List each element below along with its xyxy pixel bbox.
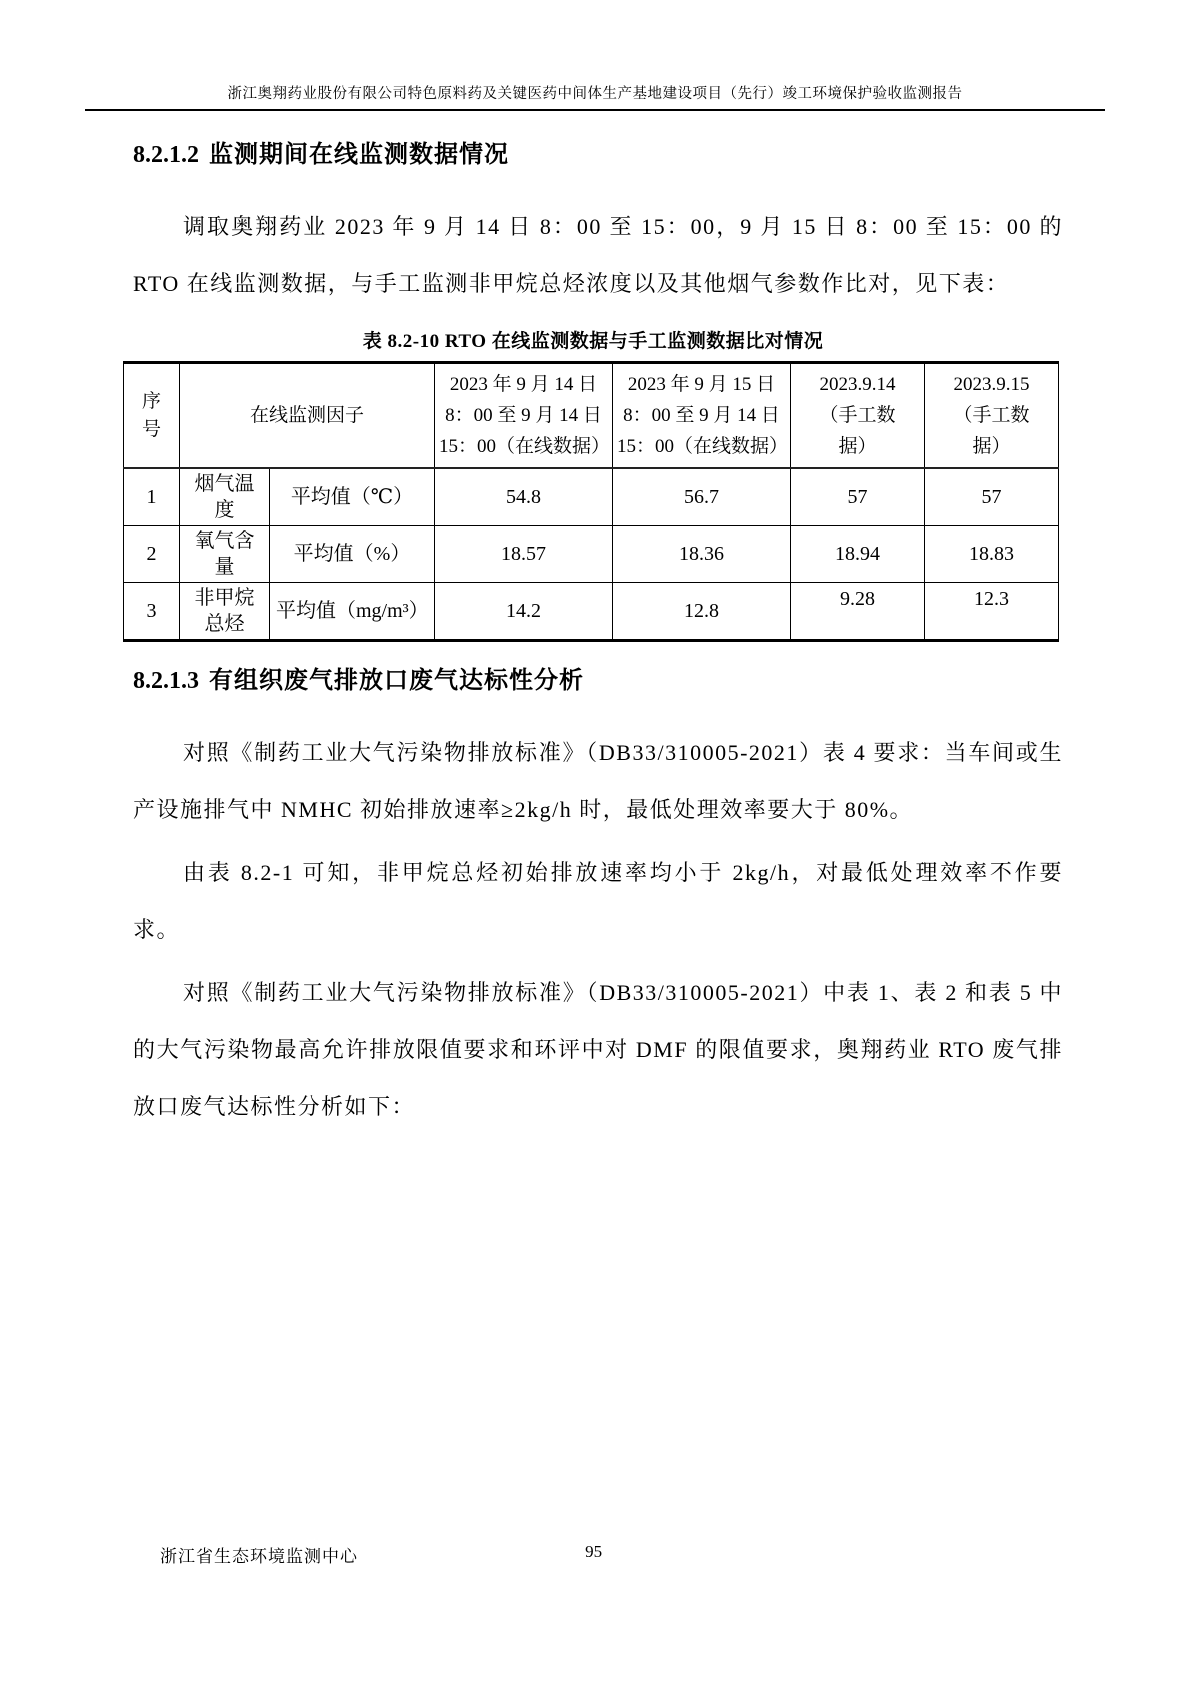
cell-manual-0915: 18.83 [925, 526, 1059, 583]
col-header-manual-0915: 2023.9.15（手工数据） [925, 363, 1059, 469]
cell-index: 2 [124, 526, 180, 583]
col-header-online-0914: 2023 年 9 月 14 日 8：00 至 9 月 14 日 15：00（在线数据） [435, 363, 613, 469]
paragraph-standard-table4: 对照《制药工业大气污染物排放标准》（DB33/310005-2021）表 4 要求：当车间或生产设施排气中 NMHC 初始排放速率≥2kg/h 时，最低处理效率要大于 80%。 [133, 740, 1063, 822]
section-number: 8.2.1.3 [133, 668, 199, 694]
footer-organization: 浙江省生态环境监测中心 [160, 1547, 358, 1566]
section-title: 有组织废气排放口废气达标性分析 [209, 668, 584, 694]
section-title: 监测期间在线监测数据情况 [209, 142, 509, 168]
col-header-online-0915: 2023 年 9 月 15 日 8：00 至 9 月 14 日 15：00（在线数据） [613, 363, 791, 469]
table-caption: 表 8.2-10 RTO 在线监测数据与手工监测数据比对情况 [362, 331, 824, 352]
cell-stat: 平均值（℃） [270, 468, 435, 526]
cell-online-0914: 54.8 [435, 468, 613, 526]
page-header [85, 82, 1105, 111]
header-title: 浙江奥翔药业股份有限公司特色原料药及关键医药中间体生产基地建设项目（先行）竣工环境保护验收监测报告 [227, 86, 963, 102]
col-header-manual-0914: 2023.9.14（手工数据） [791, 363, 925, 469]
col-header-index: 序号 [124, 363, 180, 469]
table-row [124, 526, 1059, 583]
cell-factor: 烟气温度 [180, 468, 270, 526]
cell-online-0914: 14.2 [435, 583, 613, 641]
table-row [124, 583, 1059, 641]
page-body [133, 138, 1063, 1135]
col-header-factor: 在线监测因子 [180, 363, 435, 469]
page-number: 95 [585, 1542, 603, 1561]
cell-manual-0914: 57 [791, 468, 925, 526]
section-heading-8-2-1-3 [133, 664, 1063, 698]
cell-online-0915: 18.36 [613, 526, 791, 583]
table-row [124, 468, 1059, 526]
table-header-row [124, 363, 1059, 469]
cell-factor: 非甲烷总烃 [180, 583, 270, 641]
cell-stat: 平均值（%） [270, 526, 435, 583]
cell-manual-0915: 57 [925, 468, 1059, 526]
cell-manual-0914: 9.28 [791, 583, 925, 641]
cell-online-0915: 12.8 [613, 583, 791, 641]
cell-manual-0915: 12.3 [925, 583, 1059, 641]
paragraph-limit-analysis: 对照《制药工业大气污染物排放标准》（DB33/310005-2021）中表 1、表 2 和表 5 中的大气污染物最高允许排放限值要求和环评中对 DMF 的限值要求，奥翔药业 RTO 废气排放口废气达标性分析如下： [133, 980, 1063, 1119]
cell-factor: 氧气含量 [180, 526, 270, 583]
cell-stat: 平均值（mg/m³） [270, 583, 435, 641]
cell-index: 1 [124, 468, 180, 526]
paragraph-intro: 调取奥翔药业 2023 年 9 月 14 日 8：00 至 15：00，9 月 15 日 8：00 至 15：00 的 RTO 在线监测数据，与手工监测非甲烷总烃浓度以及其他烟气参数作比对，见下表： [133, 214, 1063, 296]
cell-manual-0914: 18.94 [791, 526, 925, 583]
cell-index: 3 [124, 583, 180, 641]
paragraph-rate-conclusion: 由表 8.2-1 可知，非甲烷总烃初始排放速率均小于 2kg/h，对最低处理效率不作要求。 [133, 860, 1063, 942]
cell-online-0915: 56.7 [613, 468, 791, 526]
section-number: 8.2.1.2 [133, 142, 199, 168]
cell-online-0914: 18.57 [435, 526, 613, 583]
comparison-table [123, 361, 1059, 642]
section-heading-8-2-1-2 [133, 138, 1063, 172]
